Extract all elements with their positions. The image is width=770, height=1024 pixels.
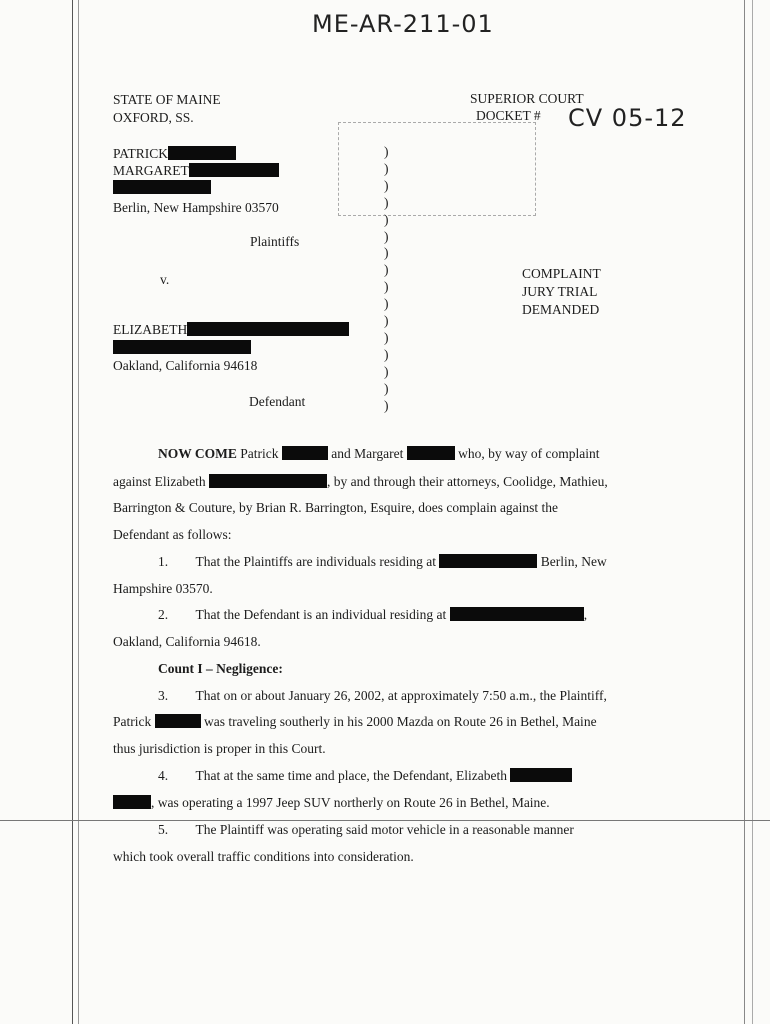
plaintiff-1-name: PATRICK	[113, 146, 169, 161]
para-number: 2.	[158, 607, 169, 622]
para-text: Berlin, New	[537, 554, 607, 569]
versus: v.	[160, 272, 170, 287]
para-2-line-1	[158, 607, 587, 623]
count-1-heading: Count I – Negligence:	[158, 661, 283, 676]
redaction	[407, 446, 455, 460]
redaction	[189, 163, 279, 177]
redaction	[113, 795, 151, 809]
redaction	[510, 768, 572, 782]
defendant-label: Defendant	[249, 394, 306, 409]
now-come: NOW COME	[158, 446, 237, 461]
plaintiff-2	[113, 163, 279, 179]
state-name: STATE OF MAINE	[113, 92, 221, 107]
received-stamp	[338, 122, 536, 216]
document-title-3: DEMANDED	[522, 302, 600, 317]
para-text: That on or about January 26, 2002, at approximately 7:50 a.m., the Plaintiff,	[195, 688, 607, 703]
redaction	[439, 554, 537, 568]
intro-line-4: Defendant as follows:	[113, 527, 232, 542]
intro-line-3: Barrington & Couture, by Brian R. Barrington, Esquire, does complain against the	[113, 500, 559, 515]
intro-line-2	[113, 474, 608, 490]
scan-edge-left-2	[78, 0, 79, 1024]
intro-text: against Elizabeth	[113, 474, 209, 489]
redaction	[282, 446, 328, 460]
plaintiff-redaction-line	[113, 180, 211, 196]
para-5-line-1	[158, 822, 574, 838]
para-text: The Plaintiff was operating said motor vehicle in a reasonable manner	[195, 822, 574, 837]
para-text: was traveling southerly in his 2000 Mazda on Route 26 in Bethel, Maine	[200, 714, 597, 729]
para-number: 3.	[158, 688, 169, 703]
para-number: 4.	[158, 768, 169, 783]
scan-edge-right	[744, 0, 745, 1024]
redaction	[209, 474, 327, 488]
para-3-line-1	[158, 688, 607, 704]
intro-text: and Margaret	[327, 446, 407, 461]
docket-label: DOCKET #	[476, 108, 541, 123]
plaintiff-1	[113, 146, 236, 162]
document-title-2: JURY TRIAL	[522, 284, 598, 299]
para-4-line-2	[113, 795, 550, 811]
defendant-address: Oakland, California 94618	[113, 358, 258, 373]
caption-bracket-column: ) ) ) ) ) ) ) ) ) ) ) ) ) ) ) )	[384, 144, 389, 413]
intro-text: who, by way of complaint	[454, 446, 600, 461]
para-text: Patrick	[113, 714, 155, 729]
intro-text: Patrick	[236, 446, 282, 461]
defendant-name-line	[113, 322, 349, 338]
redaction	[113, 340, 251, 354]
para-number: 5.	[158, 822, 169, 837]
para-text: , was operating a 1997 Jeep SUV northerly on Route 26 in Bethel, Maine.	[151, 795, 550, 810]
para-number: 1.	[158, 554, 169, 569]
para-text: That the Plaintiffs are individuals residing at	[195, 554, 440, 569]
para-4-line-1	[158, 768, 572, 784]
para-1-line-2: Hampshire 03570.	[113, 581, 213, 596]
county-name: OXFORD, SS.	[113, 110, 194, 125]
redaction	[113, 180, 211, 194]
intro-line-1	[158, 446, 599, 462]
handwritten-case-code: ME-AR-211-01	[312, 10, 494, 38]
para-1-line-1	[158, 554, 607, 570]
redaction	[168, 146, 236, 160]
handwritten-docket-number: CV 05-12	[568, 104, 687, 132]
para-3-line-3: thus jurisdiction is proper in this Court.	[113, 741, 326, 756]
para-text: That at the same time and place, the Defendant, Elizabeth	[195, 768, 511, 783]
document-title-1: COMPLAINT	[522, 266, 601, 281]
plaintiff-2-name: MARGARET	[113, 163, 189, 178]
redaction	[450, 607, 584, 621]
para-5-line-2: which took overall traffic conditions into consideration.	[113, 849, 414, 864]
para-text: That the Defendant is an individual residing at	[195, 607, 450, 622]
intro-text: , by and through their attorneys, Coolidge, Mathieu,	[326, 474, 608, 489]
redaction	[155, 714, 201, 728]
defendant-redaction-line	[113, 340, 251, 356]
plaintiffs-label: Plaintiffs	[250, 234, 300, 249]
court-name: SUPERIOR COURT	[470, 91, 584, 106]
para-3-line-2	[113, 714, 597, 730]
scan-edge-right-2	[752, 0, 753, 1024]
para-text: ,	[583, 607, 588, 622]
scan-edge-left	[72, 0, 73, 1024]
redaction	[187, 322, 349, 336]
para-2-line-2: Oakland, California 94618.	[113, 634, 261, 649]
defendant-name: ELIZABETH	[113, 322, 188, 337]
plaintiff-address: Berlin, New Hampshire 03570	[113, 200, 279, 215]
scan-line-bottom	[0, 820, 770, 821]
